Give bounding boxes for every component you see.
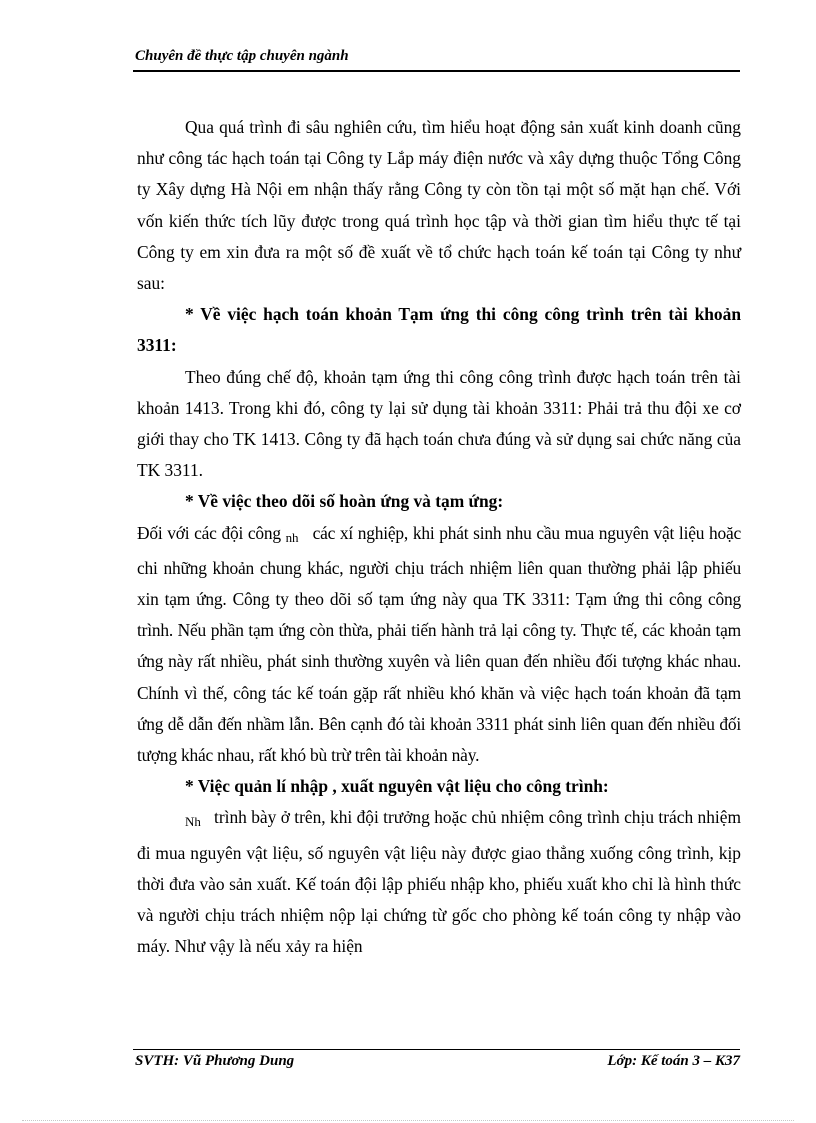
- text-fragment: Nh: [185, 814, 201, 830]
- paragraph-text-start: Đối với các đội công: [137, 522, 281, 543]
- section-heading-materials: * Việc quản lí nhập , xuất nguyên vật liệu cho công trình:: [185, 776, 609, 797]
- page-edge-line: [22, 1120, 794, 1121]
- heading-text: * Về việc theo dõi số hoàn ứng và tạm ứng:: [185, 491, 504, 512]
- header-divider: [133, 70, 740, 72]
- section-heading-advance-tracking: [137, 486, 741, 517]
- paragraph-text-rest: các xí nghiệp, khi phát sinh nhu cầu mua nguyên vật liệu hoặc chi những khoản chung khác, người chịu trách nhiệm liên quan thường phải lập phiếu xin tạm ứng. Công ty theo dõi số tạm ứng này qua TK 3311: Tạm ứng thi công công trình. Nếu phần tạm ứng còn thừa, phải tiến hành trả lại công ty. Thực tế, các khoản tạm ứng này rất nhiều, phát sinh thường xuyên và liên quan đến nhiều đối tượng khác nhau. Chính vì thế, công tác kế toán gặp rất nhiều khó khăn và việc hạch toán khoản đã tạm ứng dễ dẫn đến nhầm lẫn. Bên cạnh đó tài khoản 3311 phát sinh liên quan đến nhiều đối tượng khác nhau, rất khó bù trừ trên tài khoản này.: [137, 522, 742, 766]
- paragraph-text: trình bày ở trên, khi đội trưởng hoặc chủ nhiệm công trình chịu trách nhiệm đi mua nguyên vật liệu, số nguyên vật liệu này được giao thẳng xuống công trình, kịp thời đưa vào sản xuất. Kế toán đội lập phiếu nhập kho, phiếu xuất kho chỉ là hình thức và người chịu trách nhiệm nộp lại chứng từ gốc cho phòng kế toán công ty nhập vào máy. Như vậy là nếu xảy ra hiện: [137, 807, 741, 957]
- section-heading-advance-account: * Về việc hạch toán khoản Tạm ứng thi công công trình trên tài khoản 3311:: [137, 304, 741, 356]
- footer-class-label: Lớp: Kế toán 3 – K37: [607, 1053, 740, 1069]
- paragraph-advance-tracking: [137, 518, 741, 772]
- paragraph-materials: [137, 802, 741, 962]
- footer-divider: [133, 1049, 740, 1050]
- page-header-title: Chuyên đề thực tập chuyên ngành: [135, 48, 349, 64]
- paragraph-intro: Qua quá trình đi sâu nghiên cứu, tìm hiểu hoạt động sản xuất kinh doanh cũng như công tác hạch toán tại Công ty Lắp máy điện nước và xây dựng thuộc Tổng Công ty Xây dựng Hà Nội em nhận thấy rằng Công ty còn tồn tại một số mặt hạn chế. Với vốn kiến thức tích lũy được trong quá trình học tập và thời gian tìm hiểu thực tế tại Công ty em xin đưa ra một số đề xuất về tổ chức hạch toán kế toán tại Công ty như sau:: [137, 117, 741, 294]
- paragraph-advance-account: Theo đúng chế độ, khoản tạm ứng thi công công trình được hạch toán trên tài khoản 1413. Trong khi đó, công ty lại sử dụng tài khoản 3311: Phải trả thu đội xe cơ giới thay cho TK 1413. Công ty đã hạch toán chưa đúng và sử dụng sai chức năng của TK 3311.: [137, 366, 741, 481]
- footer-student-name: SVTH: Vũ Phương Dung: [135, 1053, 295, 1069]
- text-fragment: nh: [285, 529, 299, 545]
- document-body: [137, 112, 741, 962]
